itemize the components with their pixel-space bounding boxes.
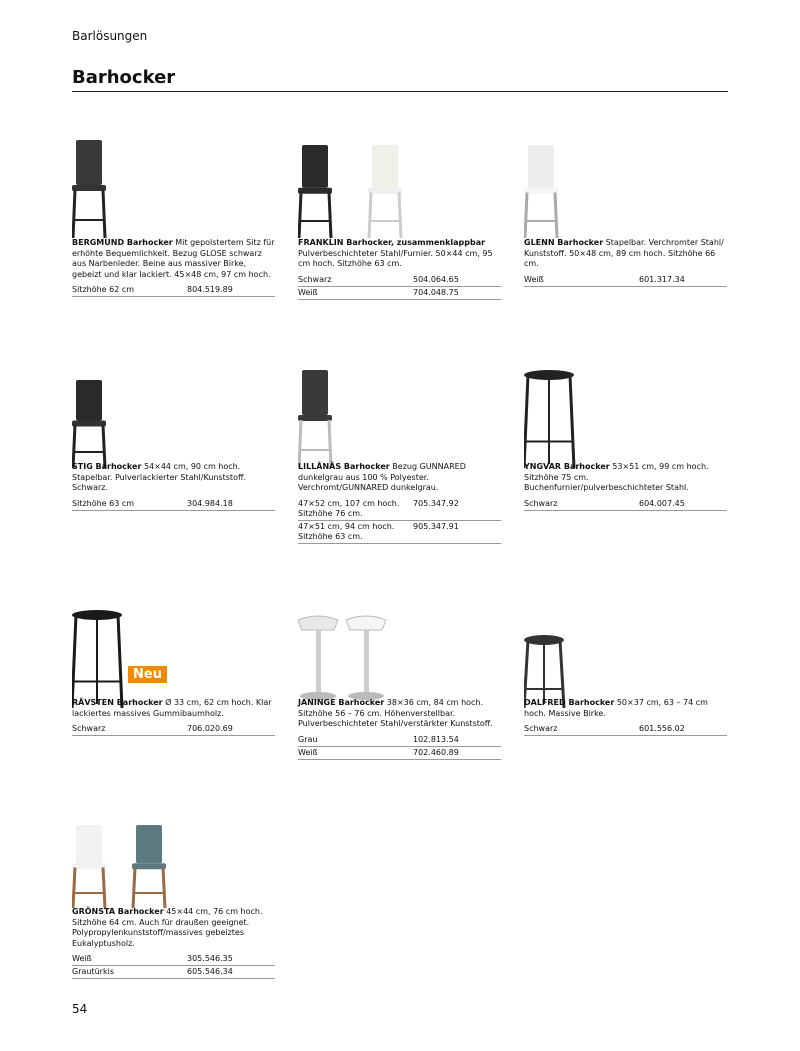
- variant-label: Schwarz: [524, 724, 558, 733]
- variant-row: [298, 287, 501, 300]
- variant-label: Grau: [298, 734, 318, 744]
- product-details: Bezug GUNNARED dunkelgrau aus 100 % Polyester. Verchromt/GUNNARED dunkelgrau.: [298, 462, 466, 492]
- product-description: [72, 698, 275, 736]
- article-number: 705.347.92: [413, 498, 459, 508]
- product-description: [298, 698, 501, 760]
- variant-label: Weiß: [72, 954, 92, 963]
- product-name: DALFRED Barhocker: [524, 698, 615, 707]
- product-details: 38×36 cm, 84 cm hoch. Sitzhöhe 56 – 76 cm. Höhenverstellbar. Pulverbeschichteter Stahl/verstärkter Kunststoff.: [298, 698, 493, 728]
- variant-row: [524, 274, 727, 287]
- variant-label: Sitzhöhe 62 cm: [72, 285, 135, 294]
- product-description: [72, 462, 275, 511]
- variant-label: Grautürkis: [72, 967, 114, 976]
- variant-row: [524, 723, 727, 736]
- article-number: 905.347.91: [413, 521, 459, 531]
- product-name: JANINGE Barhocker: [298, 698, 385, 707]
- yngvar-stool-image: [524, 360, 684, 470]
- article-number: 305.546.35: [187, 954, 233, 963]
- variant-label: 47×51 cm, 94 cm hoch. Sitzhöhe 63 cm.: [298, 521, 395, 541]
- article-number: 102.813.54: [413, 734, 459, 744]
- lillanas-stool-image: [298, 360, 458, 470]
- product-details: 53×51 cm, 99 cm hoch. Sitzhöhe 75 cm. Buchenfurnier/pulverbeschichteter Stahl.: [524, 462, 709, 492]
- glenn-stool-image: [524, 130, 684, 240]
- product-name: STIG Barhocker: [72, 462, 142, 471]
- variant-label: Weiß: [524, 274, 544, 284]
- variant-row: [298, 747, 501, 760]
- ravsten-stool-image: [72, 600, 232, 710]
- product-description: [298, 238, 501, 300]
- product-description: [298, 462, 501, 544]
- product-details: 54×44 cm, 90 cm hoch. Stapelbar. Pulverlackierter Stahl/Kunststoff. Schwarz.: [72, 462, 247, 492]
- title-divider: [72, 91, 728, 92]
- article-number: 706.020.69: [187, 724, 233, 733]
- variant-row: [298, 521, 501, 544]
- variant-row: [72, 953, 275, 966]
- product-details: Ø 33 cm, 62 cm hoch. Klar lackiertes massives Gummibaumholz.: [72, 698, 272, 718]
- section-heading: Barlösungen: [72, 29, 148, 43]
- product-details: 45×44 cm, 76 cm hoch. Sitzhöhe 64 cm. Auch für draußen geeignet. Polypropylenkunststoff/massives gebeiztes Eukalyptusholz.: [72, 907, 263, 948]
- variant-row: [72, 284, 275, 297]
- page-title: Barhocker: [72, 67, 176, 88]
- new-badge: Neu: [128, 666, 167, 683]
- product-description: [524, 238, 727, 287]
- product-name: LILLÅNÄS Barhocker: [298, 462, 390, 471]
- page-number: 54: [72, 1002, 88, 1016]
- variant-row: [72, 966, 275, 979]
- article-number: 504.064.65: [413, 274, 459, 284]
- article-number: 704.048.75: [413, 287, 459, 297]
- article-number: 702.460.89: [413, 747, 459, 757]
- variant-label: 47×52 cm, 107 cm hoch. Sitzhöhe 76 cm.: [298, 498, 400, 518]
- product-description: [72, 907, 275, 979]
- janinge-stools-image: [298, 600, 458, 710]
- bergmund-stool-image: [72, 130, 232, 240]
- article-number: 601.556.02: [639, 724, 685, 733]
- variant-label: Weiß: [298, 287, 318, 297]
- franklin-stools-image: [298, 130, 458, 240]
- variant-label: Schwarz: [298, 274, 332, 284]
- product-description: [72, 238, 275, 297]
- article-number: 601.317.34: [639, 274, 685, 284]
- stig-stool-image: [72, 360, 232, 470]
- product-name: YNGVAR Barhocker: [524, 462, 610, 471]
- variant-row: [72, 498, 275, 511]
- product-name: RÅVSTEN Barhocker: [72, 698, 163, 707]
- variant-label: Weiß: [298, 747, 318, 757]
- product-details: 50×37 cm, 63 – 74 cm hoch. Massive Birke.: [524, 698, 708, 718]
- dalfred-stool-image: [524, 600, 684, 710]
- article-number: 605.546.34: [187, 967, 233, 976]
- product-name: FRANKLIN Barhocker, zusammenklappbar: [298, 238, 486, 247]
- variant-label: Sitzhöhe 63 cm: [72, 498, 135, 508]
- product-name: GRÖNSTA Barhocker: [72, 907, 164, 916]
- variant-label: Schwarz: [524, 498, 558, 508]
- product-details: Stapelbar. Verchromter Stahl/ Kunststoff. 50×48 cm, 89 cm hoch. Sitzhöhe 66 cm.: [524, 238, 724, 268]
- variant-row: [298, 498, 501, 521]
- variant-label: Schwarz: [72, 724, 106, 733]
- article-number: 304.984.18: [187, 498, 233, 508]
- product-details: Pulverbeschichteter Stahl/Furnier. 50×44 cm, 95 cm hoch. Sitzhöhe 63 cm.: [298, 248, 493, 268]
- product-description: [524, 462, 727, 511]
- gronsta-stools-image: [72, 800, 232, 910]
- product-description: [524, 698, 727, 736]
- variant-row: [72, 723, 275, 736]
- variant-row: [524, 498, 727, 511]
- product-name: BERGMUND Barhocker: [72, 238, 173, 247]
- variant-row: [298, 734, 501, 747]
- product-details: Mit gepolstertem Sitz für erhöhte Bequemlichkeit. Bezug GLOSE schwarz aus Narbenleder. Beine aus massiver Birke, gebeizt und klar lackiert. 45×48 cm, 97 cm hoch.: [72, 238, 275, 279]
- article-number: 604.007.45: [639, 498, 685, 508]
- product-name: GLENN Barhocker: [524, 238, 604, 247]
- variant-row: [298, 274, 501, 287]
- article-number: 804.519.89: [187, 285, 233, 294]
